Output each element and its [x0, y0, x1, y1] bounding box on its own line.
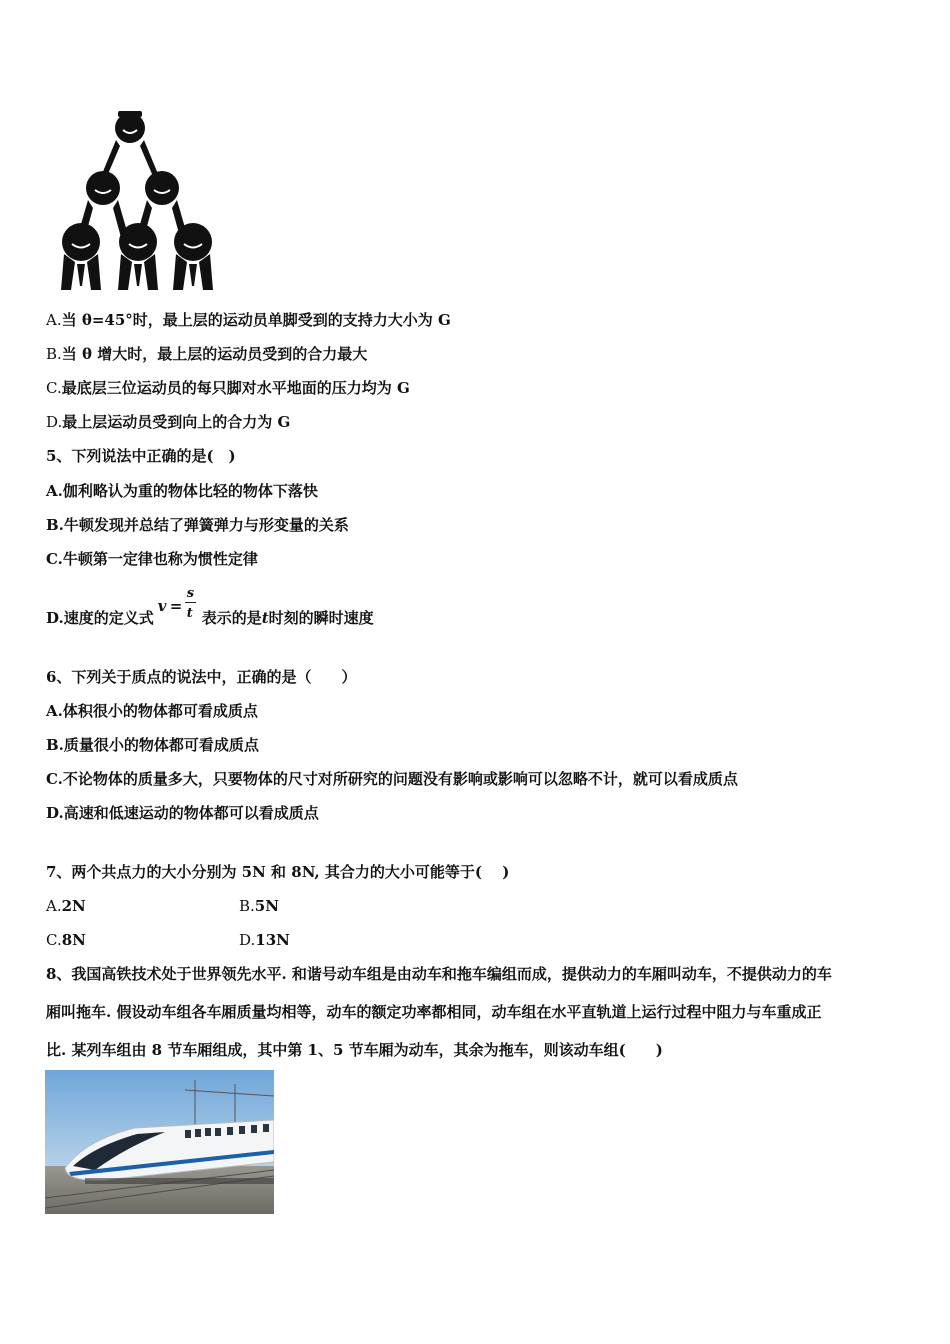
option-letter: B.: [239, 897, 255, 915]
option-letter: B.: [46, 736, 64, 754]
option-text: 当 θ 增大时，最上层的运动员受到的合力最大: [61, 345, 368, 363]
q8-stem-line-2: 厢叫拖车. 假设动车组各车厢质量均相等，动车的额定功率都相同，动车组在水平直轨道上运行过程中阻力与车重成正: [46, 1003, 822, 1021]
option-text: 最底层三位运动员的每只脚对水平地面的压力均为 G: [61, 379, 410, 397]
athlete-bottom-left: [61, 223, 101, 290]
option-letter: A.: [46, 702, 63, 720]
option-letter: D.: [46, 413, 63, 431]
option-text: 高速和低速运动的物体都可以看成质点: [63, 804, 319, 822]
option-text: 牛顿第一定律也称为惯性定律: [62, 550, 258, 568]
q7-option-a: [46, 896, 86, 916]
formula-numerator: s: [186, 586, 195, 601]
option-text: 最上层运动员受到向上的合力为 G: [62, 413, 291, 431]
option-text: 2N: [61, 897, 86, 915]
q6-option-b: [46, 735, 259, 755]
option-letter: B.: [46, 345, 62, 363]
q7-option-c: [46, 930, 86, 950]
option-text-pre: 速度的定义式: [63, 609, 154, 627]
q5-stem: 5、下列说法中正确的是( ): [46, 447, 236, 465]
q4-option-b: [46, 344, 367, 364]
option-letter: C.: [46, 770, 63, 788]
option-text: 8N: [61, 931, 86, 949]
formula-lhs: v: [157, 597, 167, 615]
athlete-bottom-center: [118, 223, 158, 290]
option-letter: B.: [46, 516, 64, 534]
q6-option-d: [46, 803, 319, 823]
q7-option-b: [239, 896, 279, 916]
option-text: 质量很小的物体都可看成质点: [63, 736, 259, 754]
option-letter: D.: [239, 931, 256, 949]
athlete-pyramid-figure: [56, 104, 218, 290]
option-letter: D.: [46, 609, 64, 627]
athlete-top: [102, 111, 158, 174]
q7-option-d: [239, 930, 290, 950]
athlete-bottom-right: [173, 223, 213, 290]
formula-denominator: t: [186, 606, 193, 621]
q8-stem-line-1: 8、我国高铁技术处于世界领先水平. 和谐号动车组是由动车和拖车编组而成，提供动力的车厢叫动车，不提供动力的车: [46, 965, 832, 983]
high-speed-train-photo: [45, 1070, 274, 1214]
q6-option-a: [46, 701, 258, 721]
q5-option-d: [46, 586, 374, 628]
q4-option-c: [46, 378, 410, 398]
q4-option-d: [46, 412, 290, 432]
option-text: 不论物体的质量多大，只要物体的尺寸对所研究的问题没有影响或影响可以忽略不计，就可以看成质点: [62, 770, 738, 788]
option-letter: C.: [46, 550, 63, 568]
option-text: 伽利略认为重的物体比轻的物体下落快: [62, 482, 318, 500]
option-text: 5N: [254, 897, 279, 915]
velocity-formula: [156, 586, 200, 628]
option-text: 13N: [255, 931, 290, 949]
option-letter: D.: [46, 804, 64, 822]
time-variable: t: [261, 609, 269, 627]
option-letter: C.: [46, 379, 62, 397]
option-text-mid: 表示的是: [201, 609, 262, 627]
q8-stem-line-3: 比. 某列车组由 8 节车厢组成，其中第 1、5 节车厢为动车，其余为拖车，则该动车组( ): [46, 1041, 663, 1059]
option-text-post: 时刻的瞬时速度: [268, 609, 374, 627]
q6-stem: 6、下列关于质点的说法中，正确的是（ ）: [46, 668, 357, 686]
option-letter: C.: [46, 931, 62, 949]
formula-equals: =: [169, 597, 183, 615]
option-letter: A.: [46, 311, 62, 329]
option-text: 当 θ=45°时，最上层的运动员单脚受到的支持力大小为 G: [61, 311, 451, 329]
q4-option-a: [46, 310, 451, 330]
q5-option-b: [46, 515, 349, 535]
q5-option-a: [46, 481, 318, 501]
fraction-bar: [185, 602, 196, 603]
q7-stem: 7、两个共点力的大小分别为 5N 和 8N, 其合力的大小可能等于( ): [46, 863, 510, 881]
option-letter: A.: [46, 482, 63, 500]
q6-option-c: [46, 769, 738, 789]
option-text: 体积很小的物体都可看成质点: [62, 702, 258, 720]
q5-option-c: [46, 549, 258, 569]
option-text: 牛顿发现并总结了弹簧弹力与形变量的关系: [63, 516, 349, 534]
option-letter: A.: [46, 897, 62, 915]
